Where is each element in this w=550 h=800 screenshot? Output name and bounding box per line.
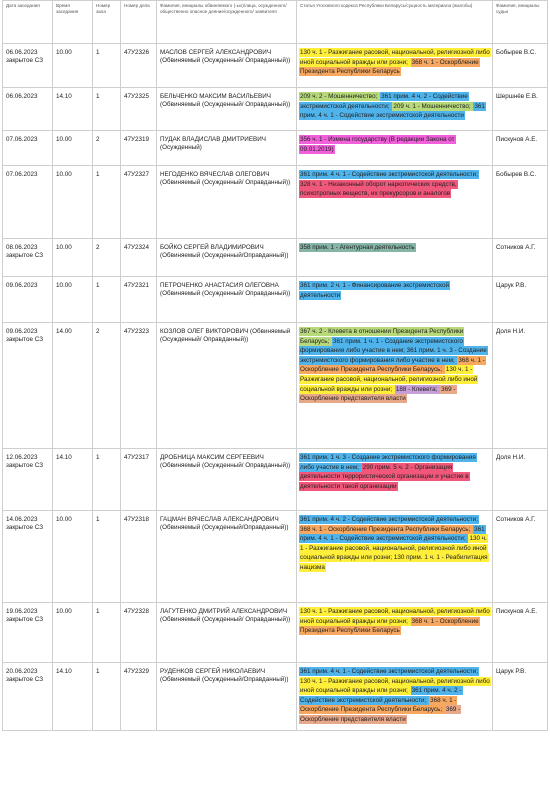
case-cell: 47У2328 <box>121 603 157 663</box>
judge-cell: Бобырев В.С. <box>493 44 548 88</box>
name-cell: НЕГОДЕНКО ВЯЧЕСЛАВ ОЛЕГОВИЧ (Обвиняемый (Осужденный/ Оправданный)) <box>157 166 297 239</box>
charge-highlight: 368 ч. 1 - Оскорбление Президента Республики Беларусь; <box>300 696 457 714</box>
table-row <box>3 663 548 731</box>
time-cell: 10.00 <box>53 44 93 88</box>
time-cell: 10.00 <box>53 239 93 277</box>
charge-highlight: 358 прим. 1 - Агентурная деятельность <box>300 244 415 251</box>
case-cell: 47У2324 <box>121 239 157 277</box>
table-row <box>3 449 548 511</box>
charges-cell <box>297 663 493 731</box>
judge-cell: Царук Р.В. <box>493 277 548 323</box>
charge-highlight: 361 прим. 2 ч. 1 - Финансирование экстремистской деятельности <box>300 282 449 299</box>
table-body <box>3 44 548 731</box>
date-cell: 07.06.2023 <box>3 166 53 239</box>
case-cell: 47У2325 <box>121 88 157 131</box>
date-cell: 09.06.2023 <box>3 277 53 323</box>
judge-cell: Бобырев В.С. <box>493 166 548 239</box>
date-cell: 19.06.2023 закрытое СЗ <box>3 603 53 663</box>
case-cell: 47У2327 <box>121 166 157 239</box>
judge-cell: Сотников А.Г. <box>493 511 548 603</box>
charge-highlight: 130 ч. 1 - Разжигание расовой, национальной, религиозной либо иной социальной вражды или розни; 130 прим. 1 ч. 1 - Реабилитация нацизма <box>300 535 488 571</box>
court-schedule-table <box>2 0 548 731</box>
judge-cell: Пискунов А.Е. <box>493 131 548 166</box>
case-cell: 47У2329 <box>121 663 157 731</box>
name-cell: ПЕТРОЧЕНКО АНАСТАСИЯ ОЛЕГОВНА (Обвиняемый (Осужденный/ Оправданный)) <box>157 277 297 323</box>
case-cell: 47У2326 <box>121 44 157 88</box>
time-cell: 14.10 <box>53 88 93 131</box>
charges-cell <box>297 44 493 88</box>
charge-highlight: 369 - Оскорбление представителя власти <box>300 385 456 403</box>
charge-highlight: 209 ч. 2 - Мошенничество; <box>300 93 380 100</box>
header-name: Фамилия, инициалы обвиняемого (-ых)/лица, осужденного/ общественно опасное деяние/осужденного/ заявителя <box>157 1 297 44</box>
charge-highlight: 368 ч. 1 - Оскорбление Президента Республики Беларусь <box>300 617 479 635</box>
charges-cell <box>297 131 493 166</box>
charge-highlight: 130 ч. 1 - Разжигание расовой, национальной, религиозной либо иной социальной вражды или розни; <box>300 608 490 625</box>
charges-cell <box>297 449 493 511</box>
charge-highlight: 368 ч. 1 - Оскорбление Президента Республики Беларусь; <box>300 356 485 374</box>
date-cell: 09.06.2023 закрытое СЗ <box>3 323 53 449</box>
header-date: Дата заседания <box>3 1 53 44</box>
name-cell: КОЗЛОВ ОЛЕГ ВИКТОРОВИЧ (Обвиняемый (Осужденный/ Оправданный)) <box>157 323 297 449</box>
charges-cell <box>297 603 493 663</box>
table-row <box>3 44 548 88</box>
charge-highlight: 368 ч. 1 - Оскорбление Президента Республики Беларусь <box>300 58 479 76</box>
table-row <box>3 131 548 166</box>
case-cell: 47У2323 <box>121 323 157 449</box>
judge-cell: Шершнёв Е.В. <box>493 88 548 131</box>
name-cell: ПУДАК ВЛАДИСЛАВ ДМИТРИЕВИЧ (Осужденный) <box>157 131 297 166</box>
date-cell: 20.06.2023 закрытое СЗ <box>3 663 53 731</box>
name-cell: РУДЕНКОВ СЕРГЕЙ НИКОЛАЕВИЧ (Обвиняемый (Осужденный/Оправданный)) <box>157 663 297 731</box>
date-cell: 07.06.2023 <box>3 131 53 166</box>
table-row <box>3 511 548 603</box>
judge-cell: Доля Н.И. <box>493 449 548 511</box>
charges-cell <box>297 511 493 603</box>
name-cell: ГАЦМАН ВЯЧЕСЛАВ АЛЕКСАНДРОВИЧ (Обвиняемый (Осужденный/Оправданный)) <box>157 511 297 603</box>
charge-highlight: 188 - Клевета; <box>395 385 440 393</box>
charge-highlight: 130 ч. 1 - Разжигание расовой, национальной, религиозной либо иной социальной вражды или розни; <box>300 49 490 66</box>
charges-cell <box>297 239 493 277</box>
hall-cell: 1 <box>93 511 121 603</box>
charge-highlight: 356 ч. 1 - Измена государству (В редакции Закона от 09.01.2019) <box>300 136 455 153</box>
hall-cell: 1 <box>93 166 121 239</box>
charge-highlight: 130 ч. 1 - Разжигание расовой, национальной, религиозной либо иной социальной вражды или розни; <box>300 677 490 695</box>
date-cell: 06.06.2023 закрытое СЗ <box>3 44 53 88</box>
charge-highlight: 328 ч. 1 - Незаконный оборот наркотических средств, психотропных веществ, их прекурсоров и аналогов <box>300 180 457 198</box>
charge-highlight: 361 прим. 1 ч. 3 - Создание экстремистского формирования либо участие в нем; <box>300 454 476 471</box>
header-judge: Фамилия, инициалы судьи <box>493 1 548 44</box>
time-cell: 14.00 <box>53 323 93 449</box>
court-schedule-sheet <box>2 0 547 731</box>
charge-highlight: 361 прим. 4 ч. 1 - Содействие экстремистской деятельности; <box>300 668 478 675</box>
table-row <box>3 603 548 663</box>
time-cell: 14.10 <box>53 449 93 511</box>
charge-highlight: 361 прим. 4 ч. 1 - Содействие экстремистской деятельности <box>300 102 485 120</box>
charges-cell <box>297 88 493 131</box>
time-cell: 10.00 <box>53 511 93 603</box>
charge-highlight: 361 прим. 4 ч. 2 - Содействие экстремистской деятельности; <box>300 687 462 704</box>
date-cell: 14.06.2023 закрытое СЗ <box>3 511 53 603</box>
charge-highlight: 369 - Оскорбление представителя власти <box>300 706 461 723</box>
header-row <box>3 1 548 44</box>
name-cell: БЕЛЬЧЕНКО МАКСИМ ВАСИЛЬЕВИЧ (Обвиняемый (Осужденный/ Оправданный)) <box>157 88 297 131</box>
charge-highlight: 367 ч. 2 - Клевета в отношении Президента Республики Беларусь; <box>300 328 464 345</box>
table-row <box>3 88 548 131</box>
table-row <box>3 239 548 277</box>
hall-cell: 1 <box>93 603 121 663</box>
hall-cell: 1 <box>93 44 121 88</box>
time-cell: 10.00 <box>53 131 93 166</box>
header-charges: Статья Уголовного кодекса Республики Беларусь/сущность материала (жалобы) <box>297 1 493 44</box>
case-cell: 47У2319 <box>121 131 157 166</box>
hall-cell: 2 <box>93 323 121 449</box>
name-cell: БОЙКО СЕРГЕЙ ВЛАДИМИРОВИЧ (Обвиняемый (Осужденный/Оправданный)) <box>157 239 297 277</box>
charge-highlight: 361 прим. 1 ч. 1 - Создание экстремистского формирования либо участие в нем; 361 прим. 1 ч. 3 - Создание экстремистского формирования либо участие в нем; <box>300 337 487 364</box>
header-time: Время заседания <box>53 1 93 44</box>
table-row <box>3 166 548 239</box>
name-cell: ДРОБНИЦА МАКСИМ СЕРГЕЕВИЧ (Обвиняемый (Осужденный/ Оправданный)) <box>157 449 297 511</box>
hall-cell: 1 <box>93 88 121 131</box>
name-cell: МАСЛОВ СЕРГЕЙ АЛЕКСАНДРОВИЧ (Обвиняемый (Осужденный/ Оправданный)) <box>157 44 297 88</box>
charges-cell <box>297 166 493 239</box>
judge-cell: Доля Н.И. <box>493 323 548 449</box>
date-cell: 08.06.2023 закрытое СЗ <box>3 239 53 277</box>
table-row <box>3 323 548 449</box>
hall-cell: 1 <box>93 663 121 731</box>
charge-highlight: 290 прим. 5 ч. 2 - Организация деятельности террористической организации и участие в деятельности такой организации <box>300 463 469 490</box>
charges-cell <box>297 277 493 323</box>
case-cell: 47У2321 <box>121 277 157 323</box>
hall-cell: 2 <box>93 131 121 166</box>
charge-highlight: 361 прим. 4 ч. 1 - Содействие экстремистской деятельности; <box>300 525 485 543</box>
time-cell: 10.00 <box>53 166 93 239</box>
time-cell: 10.00 <box>53 603 93 663</box>
charge-highlight: 368 ч. 1 - Оскорбление Президента Республики Беларусь; <box>300 525 473 533</box>
case-cell: 47У2318 <box>121 511 157 603</box>
hall-cell: 2 <box>93 239 121 277</box>
charge-highlight: 361 прим. 4 ч. 2 - Содействие экстремистской деятельности; <box>300 93 468 110</box>
header-case: Номер дела <box>121 1 157 44</box>
charge-highlight: 130 ч. 1 - Разжигание расовой, национальной, религиозной либо иной социальной вражды или розни; <box>300 366 478 393</box>
header-hall: Номер зала <box>93 1 121 44</box>
hall-cell: 1 <box>93 277 121 323</box>
charge-highlight: 361 прим. 4 ч. 2 - Содействие экстремистской деятельности; <box>300 516 478 523</box>
case-cell: 47У2317 <box>121 449 157 511</box>
judge-cell: Пискунов А.Е. <box>493 603 548 663</box>
hall-cell: 1 <box>93 449 121 511</box>
date-cell: 06.06.2023 <box>3 88 53 131</box>
judge-cell: Царук Р.В. <box>493 663 548 731</box>
charge-highlight: 209 ч. 1 - Мошенничество; <box>393 102 473 110</box>
time-cell: 10.00 <box>53 277 93 323</box>
judge-cell: Сотников А.Г. <box>493 239 548 277</box>
table-row <box>3 277 548 323</box>
charges-cell <box>297 323 493 449</box>
name-cell: ЛАГУТЕНКО ДМИТРИЙ АЛЕКСАНДРОВИЧ (Обвиняемый (Осужденный/ Оправданный)) <box>157 603 297 663</box>
charge-highlight: 361 прим. 4 ч. 1 - Содействие экстремистской деятельности; <box>300 171 478 178</box>
time-cell: 14.10 <box>53 663 93 731</box>
date-cell: 12.06.2023 закрытое СЗ <box>3 449 53 511</box>
